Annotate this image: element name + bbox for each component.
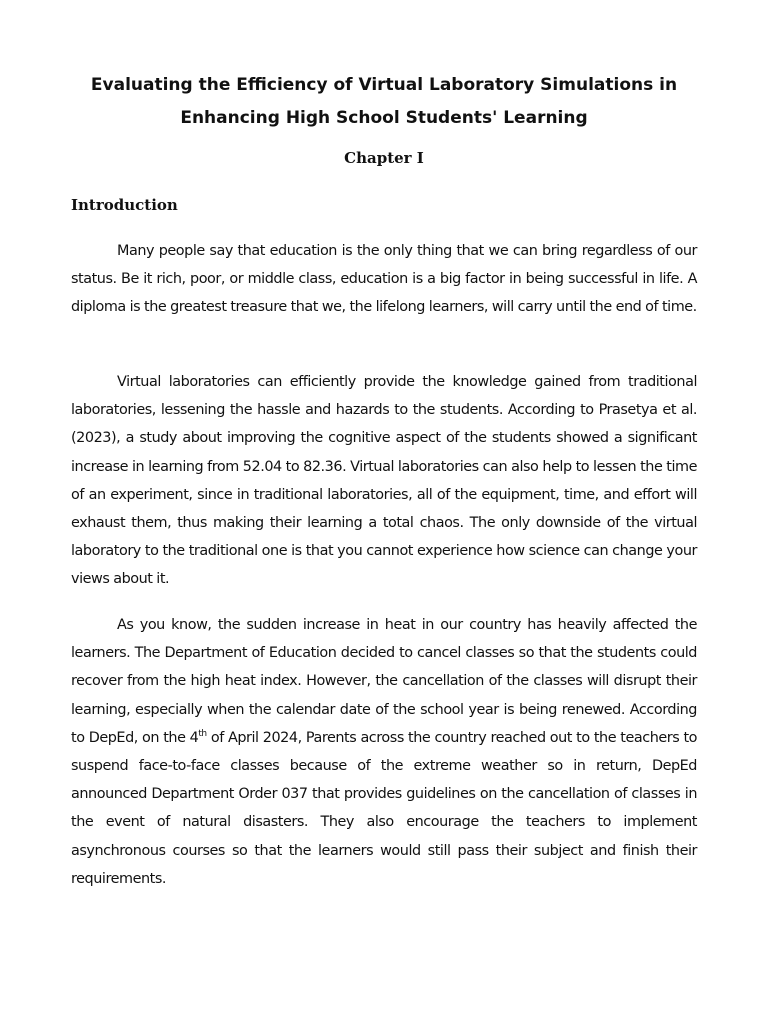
paragraph-3-text-before: As you know, the sudden increase in heat in our country has heavily affected the learners. The Department of Education decided to cancel classes so that the students could recover from the high heat index. However, the cancellation of the classes will disrupt their learning, especially when the calendar date of the school year is being renewed. According to DepEd, on the 4 bbox=[71, 617, 697, 746]
paragraph-3-text-after: of April 2024, Parents across the country reached out to the teachers to suspend face-to-face classes because of the extreme weather so in return, DepEd announced Department Order 037 that provides guidelines on the cancellation of classes in the event of natural disasters. They also encourage the teachers to implement asynchronous courses so that the learners would still pass their subject and finish their requirements. bbox=[71, 729, 697, 887]
paragraph-1: Many people say that education is the only thing that we can bring regardless of our status. Be it rich, poor, or middle class, education is a big factor in being successful in life. A diploma is the greatest treasure that we, the lifelong learners, will carry until the end of time. bbox=[71, 243, 697, 316]
ordinal-superscript: th bbox=[198, 729, 207, 740]
chapter-heading: Chapter I bbox=[344, 149, 424, 167]
document-title-line-2: Enhancing High School Students' Learning bbox=[180, 108, 588, 128]
document-title-line-1: Evaluating the Efficiency of Virtual Laboratory Simulations in bbox=[90, 75, 678, 95]
paragraph-3 bbox=[71, 611, 697, 893]
section-heading: Introduction bbox=[71, 196, 178, 214]
paragraph-2: Virtual laboratories can efficiently provide the knowledge gained from traditional laboratories, lessening the hassle and hazards to the students. According to Prasetya et al. (2023), a study about improving the cognitive aspect of the students showed a significant increase in learning from 52.04 to 82.36. Virtual laboratories can also help to lessen the time of an experiment, since in traditional laboratories, all of the equipment, time, and effort will exhaust them, thus making their learning a total chaos. The only downside of the virtual laboratory to the traditional one is that you cannot experience how science can change your views about it. bbox=[71, 374, 697, 588]
